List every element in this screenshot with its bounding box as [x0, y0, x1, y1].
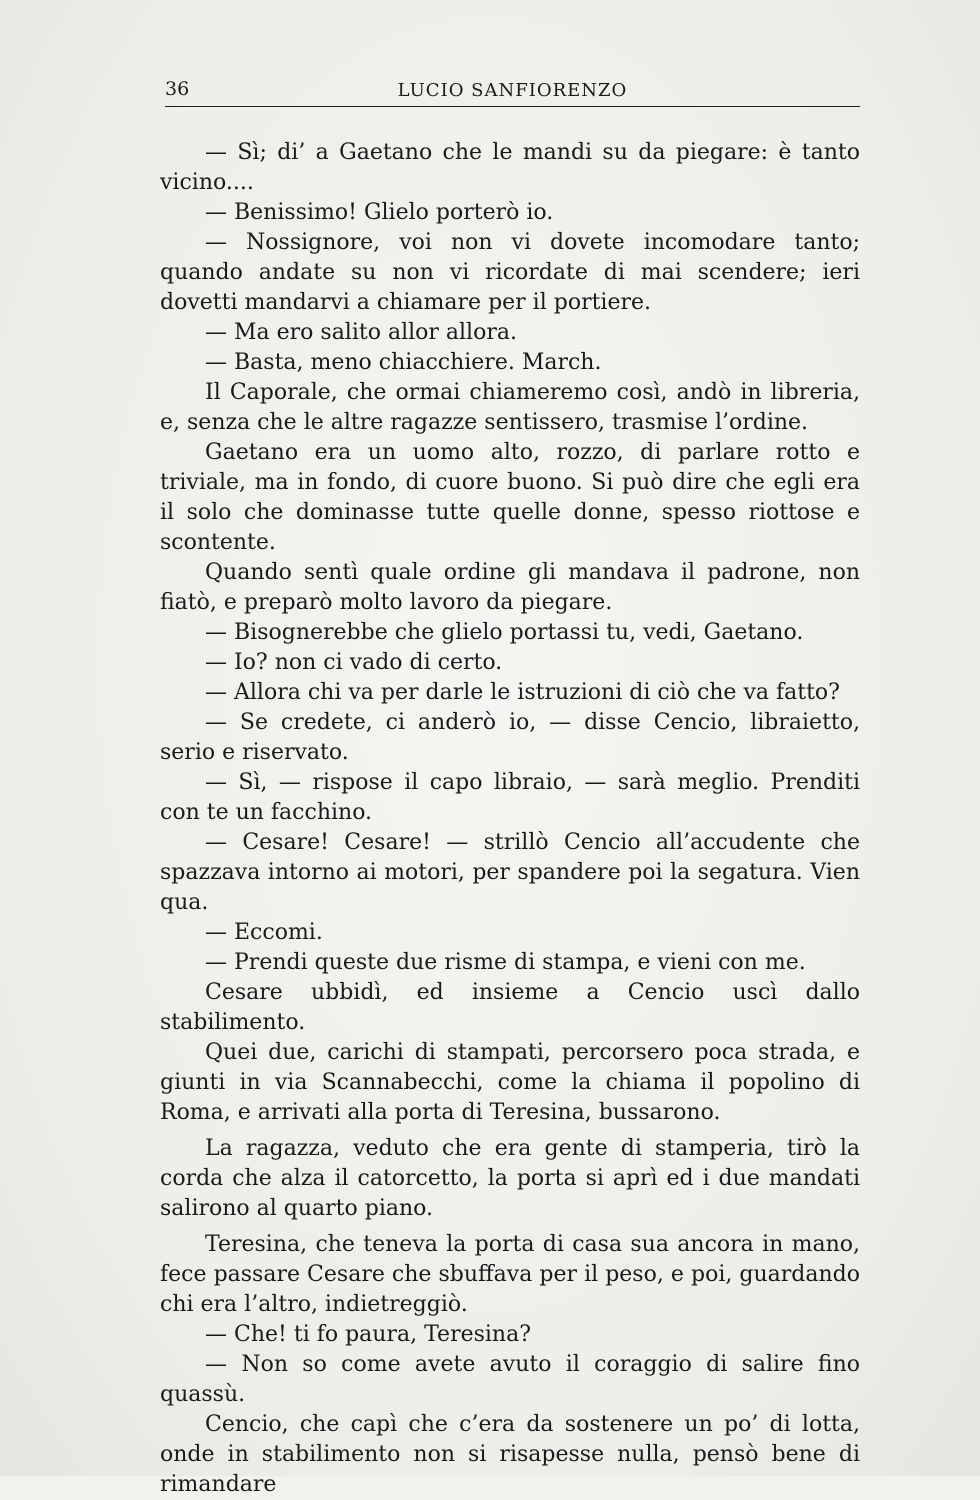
paragraph: — Prendi queste due risme di stampa, e vieni con me.: [205, 950, 806, 975]
paragraph: — Benissimo! Glielo porterò io.: [205, 200, 554, 225]
paragraph: — Eccomi.: [205, 920, 323, 945]
paragraph: Cencio, che capì che c’era da sostenere un po’ di lotta, onde in stabilimento non si risapesse nulla, pensò bene di rimandare: [160, 1412, 860, 1497]
header-rule: [165, 106, 860, 107]
paragraph: La ragazza, veduto che era gente di stamperia, tirò la corda che alza il catorcetto, la porta si aprì ed i due mandati salirono al quarto piano.: [160, 1136, 860, 1221]
paragraph: Gaetano era un uomo alto, rozzo, di parlare rotto e triviale, ma in fondo, di cuore buono. Si può dire che egli era il solo che dominasse tutte quelle donne, spesso riottose e scontente.: [160, 440, 860, 555]
paragraph: — Bisognerebbe che glielo portassi tu, vedi, Gaetano.: [205, 620, 804, 645]
paragraph: — Ma ero salito allor allora.: [205, 320, 517, 345]
paragraph: — Che! ti fo paura, Teresina?: [205, 1322, 532, 1347]
paragraph: Teresina, che teneva la porta di casa sua ancora in mano, fece passare Cesare che sbuffava per il peso, e poi, guardando chi era l’altro, indietreggiò.: [160, 1232, 860, 1317]
paragraph: — Nossignore, voi non vi dovete incomodare tanto; quando andate su non vi ricordate di mai scendere; ieri dovetti mandarvi a chiamare per il portiere.: [160, 230, 860, 315]
paragraph: — Basta, meno chiacchiere. March.: [205, 350, 602, 375]
running-title: LUCIO SANFIORENZO: [397, 80, 628, 101]
page-header: [165, 72, 860, 106]
paragraph: — Sì; di’ a Gaetano che le mandi su da piegare: è tanto vicino....: [160, 140, 860, 195]
paragraph: Cesare ubbidì, ed insieme a Cencio uscì dallo stabilimento.: [160, 980, 860, 1035]
page-number: 36: [165, 78, 190, 100]
paragraph: — Io? non ci vado di certo.: [205, 650, 503, 675]
paragraph: Quei due, carichi di stampati, percorsero poca strada, e giunti in via Scannabecchi, come la chiama il popolino di Roma, e arrivati alla porta di Teresina, bussarono.: [160, 1040, 860, 1125]
paragraph: — Sì, — rispose il capo libraio, — sarà meglio. Prenditi con te un facchino.: [160, 770, 860, 825]
paragraph: — Se credete, ci anderò io, — disse Cencio, libraietto, serio e riservato.: [160, 710, 860, 765]
paragraph: Quando sentì quale ordine gli mandava il padrone, non fiatò, e preparò molto lavoro da piegare.: [160, 560, 860, 615]
paragraph: — Non so come avete avuto il coraggio di salire fino quassù.: [160, 1352, 860, 1407]
body-text: [160, 138, 860, 1500]
paragraph: — Cesare! Cesare! — strillò Cencio all’accudente che spazzava intorno ai motori, per spandere poi la segatura. Vien qua.: [160, 830, 860, 915]
paragraph: Il Caporale, che ormai chiameremo così, andò in libreria, e, senza che le altre ragazze sentissero, trasmise l’ordine.: [160, 380, 860, 435]
paragraph: — Allora chi va per darle le istruzioni di ciò che va fatto?: [205, 680, 840, 705]
